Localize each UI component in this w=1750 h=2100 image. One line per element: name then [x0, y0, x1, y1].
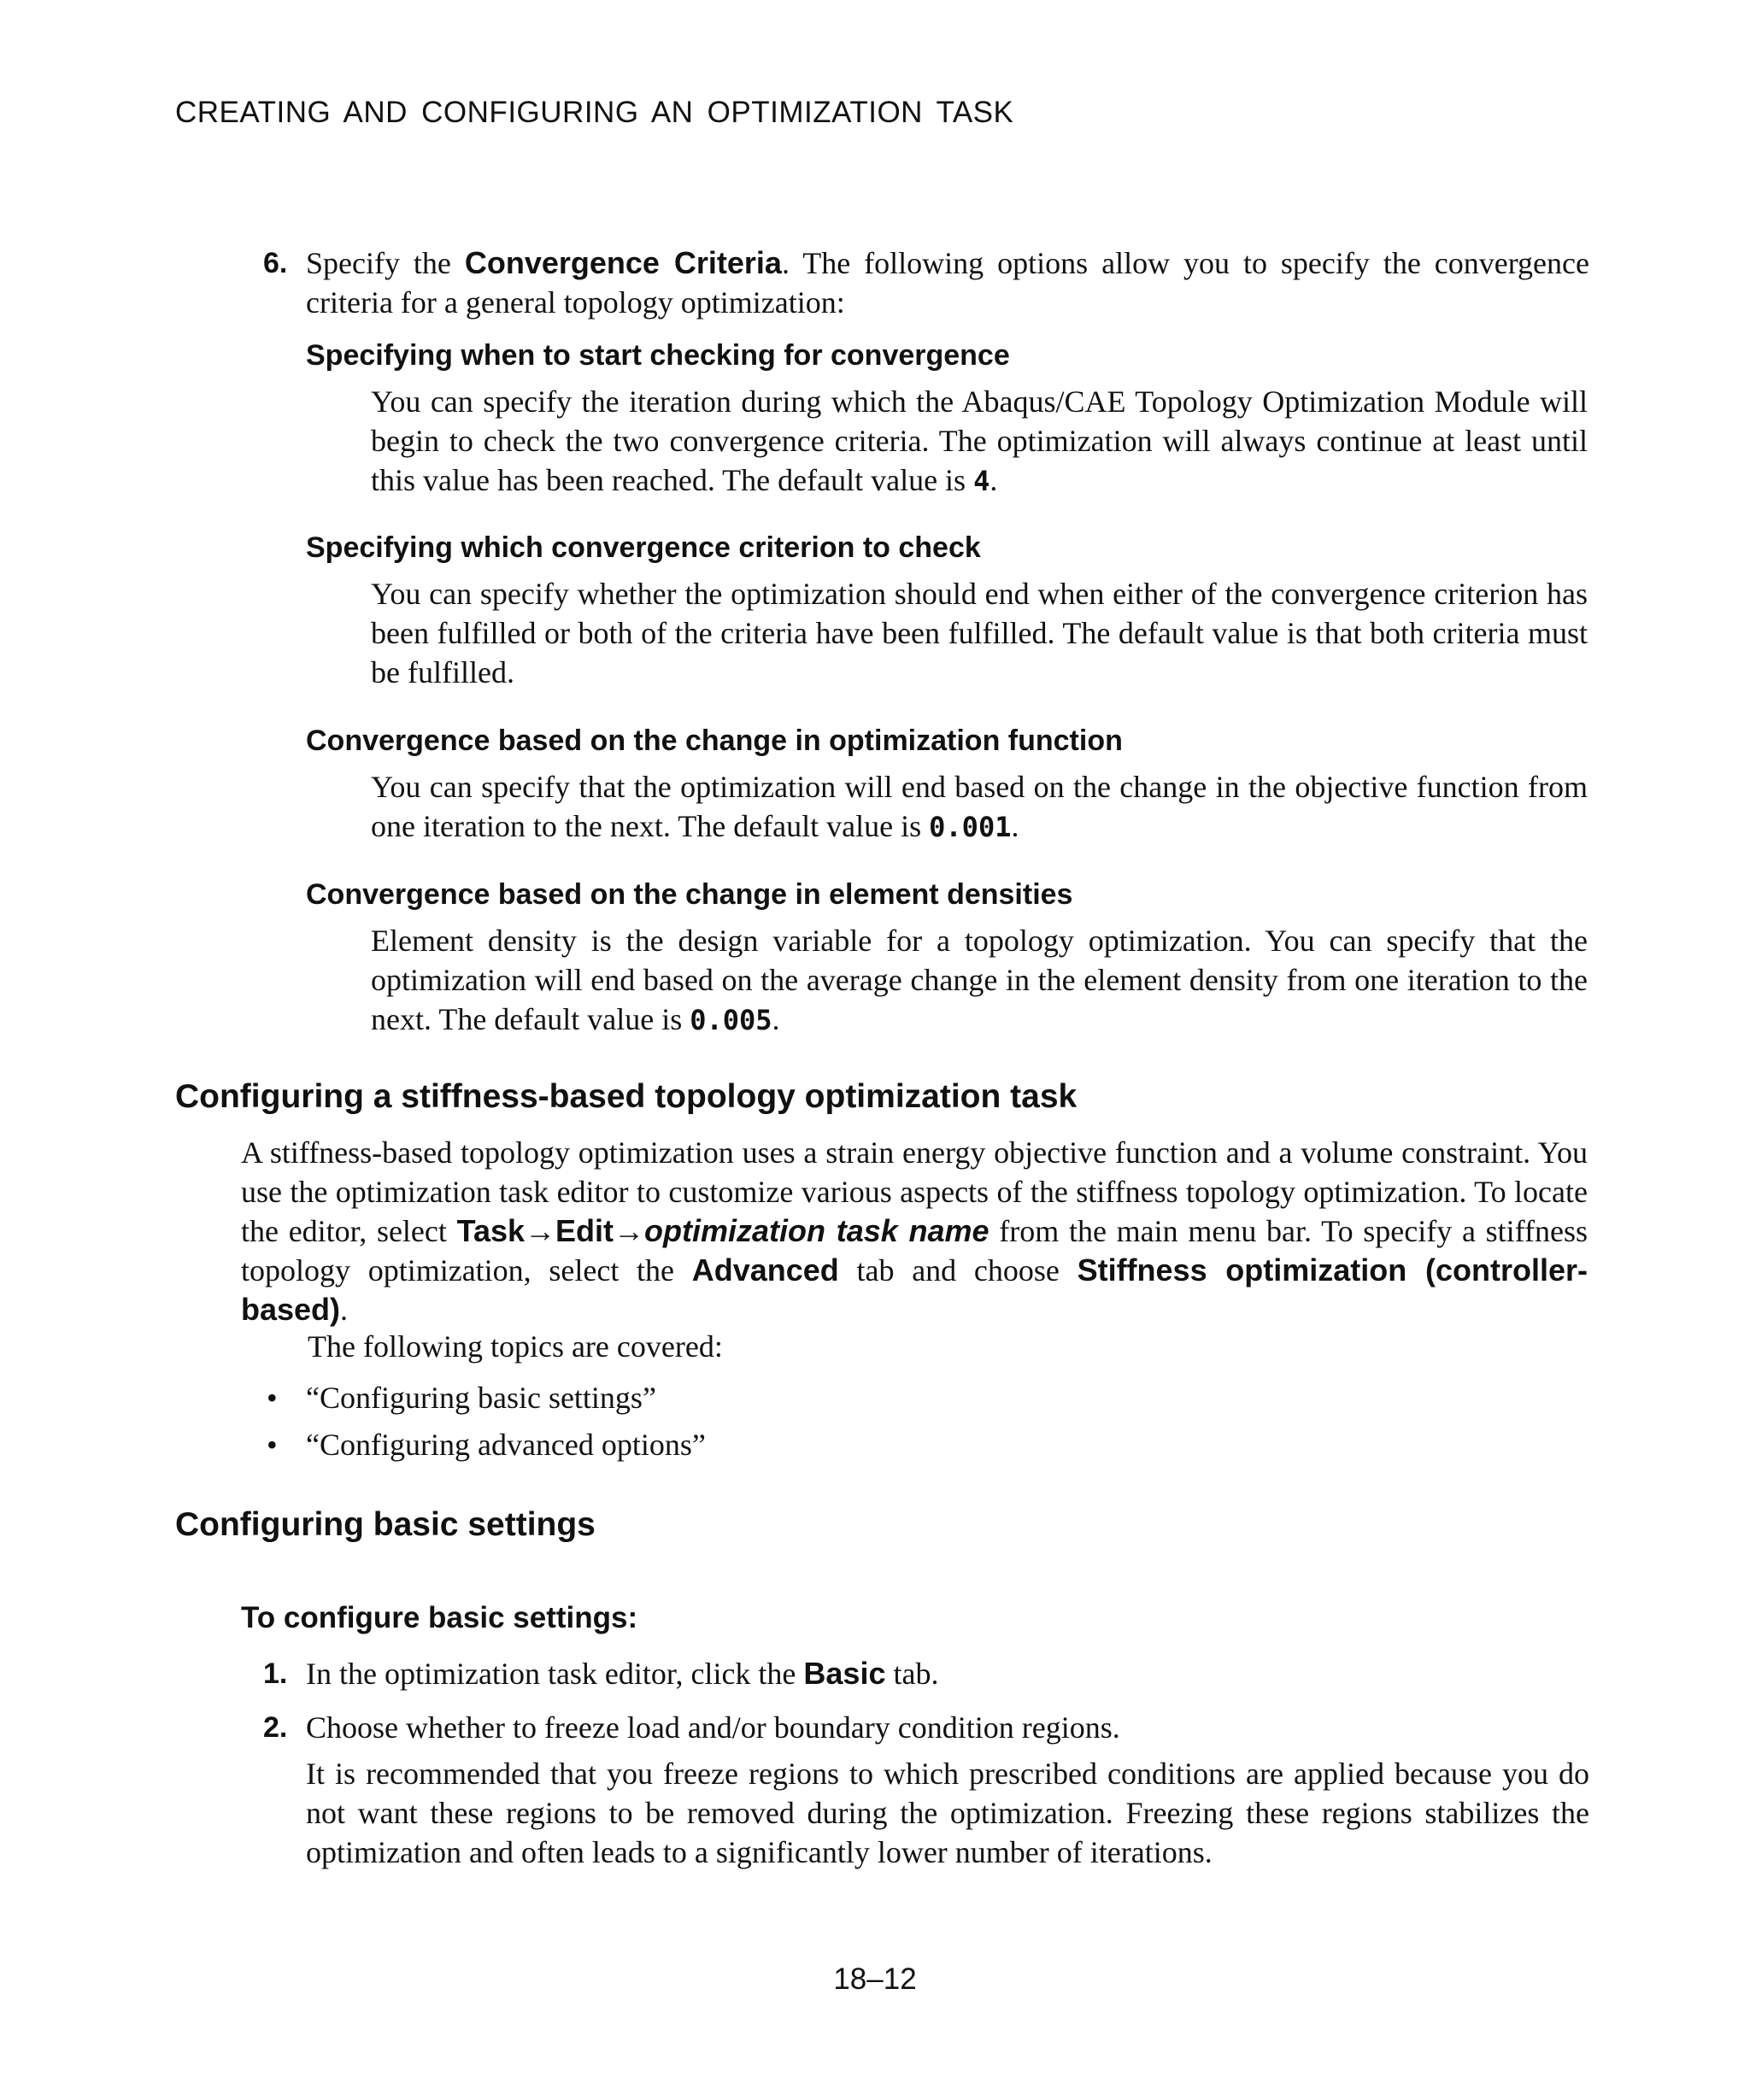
option-heading-element-densities: Convergence based on the change in element densities	[306, 878, 1073, 911]
option-tail: .	[772, 1002, 780, 1036]
option-heading-start-checking: Specifying when to start checking for convergence	[306, 339, 1010, 372]
step-number: 6.	[263, 247, 288, 279]
step-number: 2.	[263, 1711, 288, 1744]
option-text-which-criterion: You can specify whether the optimization should end when either of the convergence criterion has been fulfilled or both of the criteria have been fulfilled. The default value is that both criteria must be fulfilled.	[371, 577, 1588, 689]
advanced-tab-label: Advanced	[691, 1252, 839, 1288]
paragraph-text: tab and choose	[838, 1253, 1078, 1288]
menu-task: Task	[456, 1213, 526, 1248]
step-6-text	[306, 243, 1589, 322]
section-heading-stiffness: Configuring a stiffness-based topology optimization task	[175, 1078, 1078, 1115]
step-1	[263, 1654, 1589, 1693]
step-text: tab.	[885, 1657, 939, 1691]
step-2-paragraph: It is recommended that you freeze regions to which prescribed conditions are applied because you do not want these regions to be removed during the optimization. Freezing these regions stabilizes the optimization and often leads to a significantly lower number of iterations.	[306, 1757, 1589, 1869]
page-number: 18–12	[833, 1962, 917, 1996]
step-text: In the optimization task editor, click the	[306, 1657, 804, 1691]
option-text-element-densities	[371, 921, 1588, 1040]
option-text-start-checking	[371, 382, 1588, 501]
step-2	[263, 1708, 1589, 1747]
option-tail: .	[1011, 809, 1019, 843]
procedure-heading: To configure basic settings:	[241, 1601, 638, 1634]
step-6	[263, 243, 1589, 322]
stiffness-option-label: Stiffness optimization (controller-based)	[241, 1252, 1588, 1327]
step-number: 1.	[263, 1657, 288, 1690]
menu-arrow: →	[525, 1214, 556, 1248]
option-tail: .	[990, 463, 998, 497]
basic-tab-label: Basic	[803, 1656, 886, 1691]
option-body: You can specify that the optimization will end based on the change in the objective function from one iteration to the next. The default value is	[371, 770, 1588, 843]
menu-edit: Edit	[555, 1213, 614, 1248]
section-stiffness-paragraph	[241, 1133, 1588, 1329]
topic-text: “Configuring advanced options”	[306, 1428, 706, 1462]
bullet-icon: •	[267, 1381, 278, 1415]
option-heading-which-criterion: Specifying which convergence criterion to check	[306, 531, 981, 564]
step-2-text: Choose whether to freeze load and/or boundary condition regions.	[306, 1710, 1120, 1745]
step-6-lead: Specify the	[306, 246, 465, 280]
option-body: You can specify the iteration during which the Abaqus/CAE Topology Optimization Module will begin to check the two convergence criteria. The optimization will always continue at least until this value has been reached. The default value is	[371, 384, 1588, 497]
menu-task-name: optimization task name	[644, 1213, 990, 1248]
option-body: Element density is the design variable for a topology optimization. You can specify that the optimization will end based on the average change in the element density from one iteration to the next. The default value is	[371, 924, 1588, 1036]
option-text-optimization-function	[371, 767, 1588, 847]
paragraph-text: .	[340, 1293, 349, 1327]
default-value: 0.001	[929, 811, 1012, 843]
default-value: 4	[973, 465, 990, 497]
option-heading-optimization-function: Convergence based on the change in optimization function	[306, 724, 1123, 757]
menu-arrow: →	[614, 1214, 645, 1248]
default-value: 0.005	[690, 1004, 772, 1036]
bullet-icon: •	[267, 1428, 278, 1462]
paragraph-text: from the main menu bar. To specify a stiffness topology optimization, select the	[241, 1214, 1588, 1288]
paragraph-text: A stiffness-based topology optimization uses a strain energy objective function and a volume constraint. You use the optimization task editor to customize various aspects of the stiffness topology optimization. To locate the editor, select	[241, 1135, 1588, 1248]
running-head: CREATING AND CONFIGURING AN OPTIMIZATION TASK	[175, 96, 1014, 129]
step-1-text	[306, 1654, 1589, 1693]
step-6-rest: . The following options allow you to specify the convergence criteria for a general topology optimization:	[306, 246, 1589, 320]
topic-item	[267, 1425, 706, 1464]
topics-intro: The following topics are covered:	[308, 1329, 723, 1364]
topic-text: “Configuring basic settings”	[306, 1381, 656, 1415]
section-heading-basic-settings: Configuring basic settings	[175, 1506, 596, 1543]
topic-item	[267, 1378, 656, 1417]
convergence-criteria-label: Convergence Criteria	[464, 245, 782, 280]
